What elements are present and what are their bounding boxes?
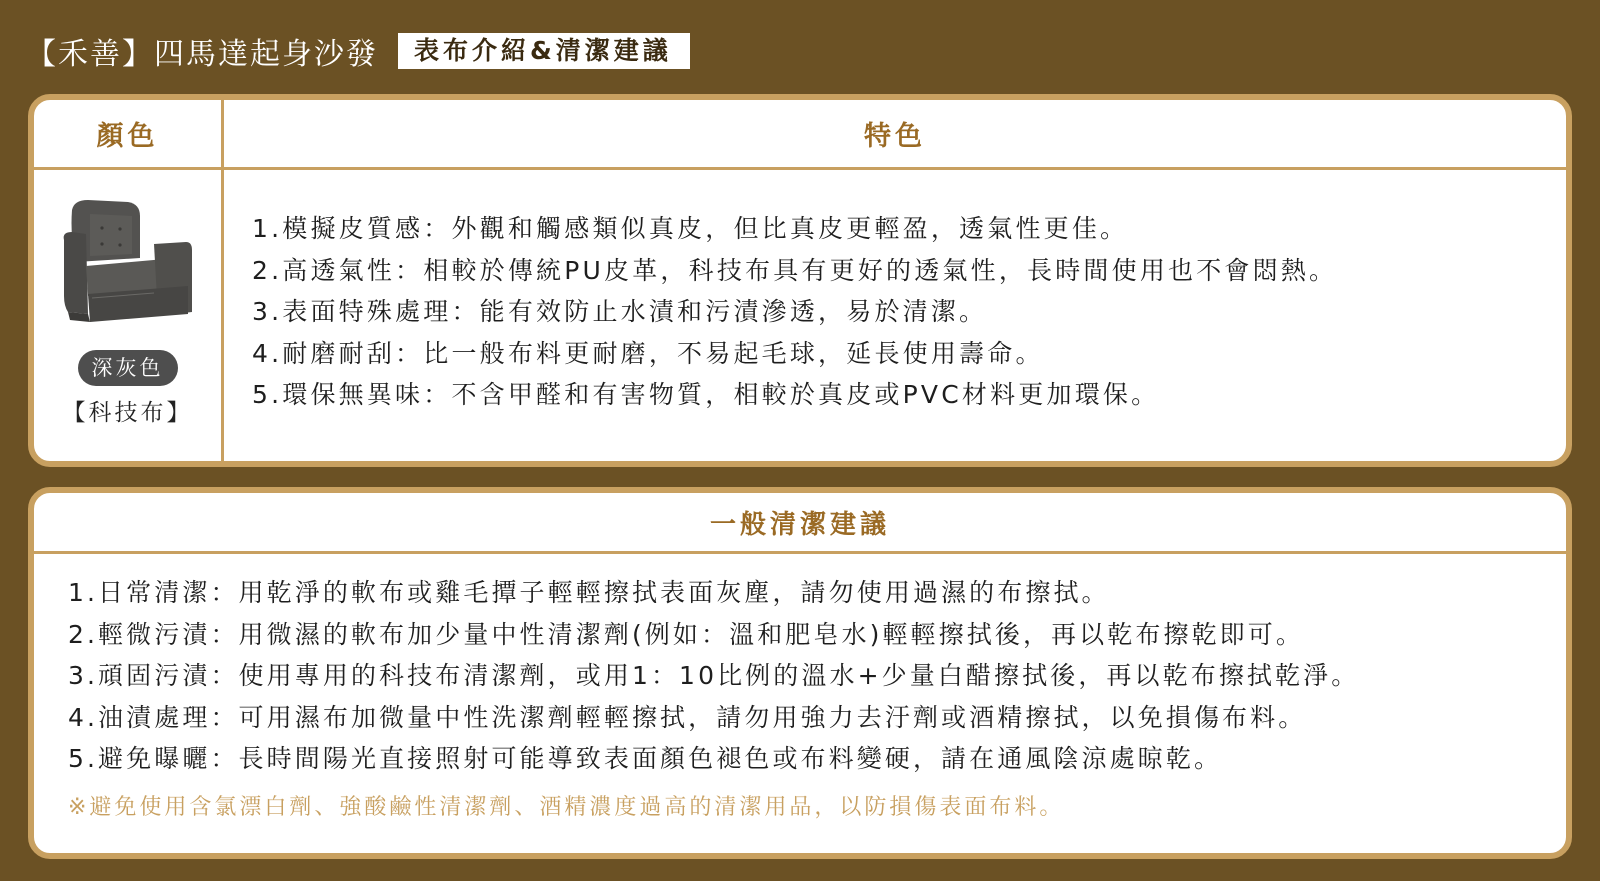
recliner-sofa-image: [58, 196, 198, 336]
feature-item: 4.耐磨耐刮：比一般布料更耐磨，不易起毛球，延長使用壽命。: [252, 338, 1044, 368]
feature-item: 3.表面特殊處理：能有效防止水漬和污漬滲透，易於清潔。: [252, 297, 988, 326]
color-cell: [34, 170, 224, 464]
page-title: 【禾善】四馬達起身沙發: [26, 37, 378, 72]
cleaning-tip: 5.避免曝曬：長時間陽光直接照射可能導致表面顏色褪色或布料變硬，請在通風陰涼處晾乾。: [68, 744, 1223, 773]
table-body-row: [34, 170, 1566, 464]
color-badge: 深灰色: [78, 350, 178, 386]
cleaning-tip: 1.日常清潔：用乾淨的軟布或雞毛撢子輕輕擦拭表面灰塵，請勿使用過濕的布擦拭。: [68, 578, 1110, 607]
feature-column-header: 特色: [864, 121, 926, 152]
cleaning-warning-note: ※避免使用含氯漂白劑、強酸鹼性清潔劑、酒精濃度過高的清潔用品，以防損傷表面布料。: [68, 794, 1065, 820]
color-column-header: 顏色: [34, 100, 224, 167]
cleaning-title: 一般清潔建議: [34, 493, 1566, 554]
cleaning-tip: 4.油漬處理：可用濕布加微量中性洗潔劑輕輕擦拭，請勿用強力去汙劑或酒精擦拭，以免損傷布料。: [68, 702, 1307, 732]
feature-item: 5.環保無異味：不含甲醛和有害物質，相較於真皮或PVC材料更加環保。: [252, 380, 1160, 409]
feature-item: 1.模擬皮質感：外觀和觸感類似真皮，但比真皮更輕盈，透氣性更佳。: [252, 214, 1129, 243]
page-header: [26, 24, 690, 78]
cleaning-tip-list: [34, 554, 1566, 821]
material-label: 【科技布】: [62, 400, 193, 426]
table-header-row: [34, 100, 1566, 170]
page-subtitle: 表布介紹&清潔建議: [398, 33, 690, 69]
feature-item: 2.高透氣性：相較於傳統PU皮革，科技布具有更好的透氣性，長時間使用也不會悶熱。: [252, 255, 1338, 285]
cleaning-tip: 3.頑固污漬：使用專用的科技布清潔劑，或用1：10比例的溫水+少量白醋擦拭後，再以乾布擦拭乾淨。: [68, 661, 1360, 690]
feature-list: [224, 170, 1566, 464]
cleaning-tip: 2.輕微污漬：用微濕的軟布加少量中性清潔劑(例如：溫和肥皂水)輕輕擦拭後，再以乾布擦乾即可。: [68, 619, 1304, 649]
cleaning-card: [28, 487, 1572, 859]
fabric-table: [28, 94, 1572, 467]
